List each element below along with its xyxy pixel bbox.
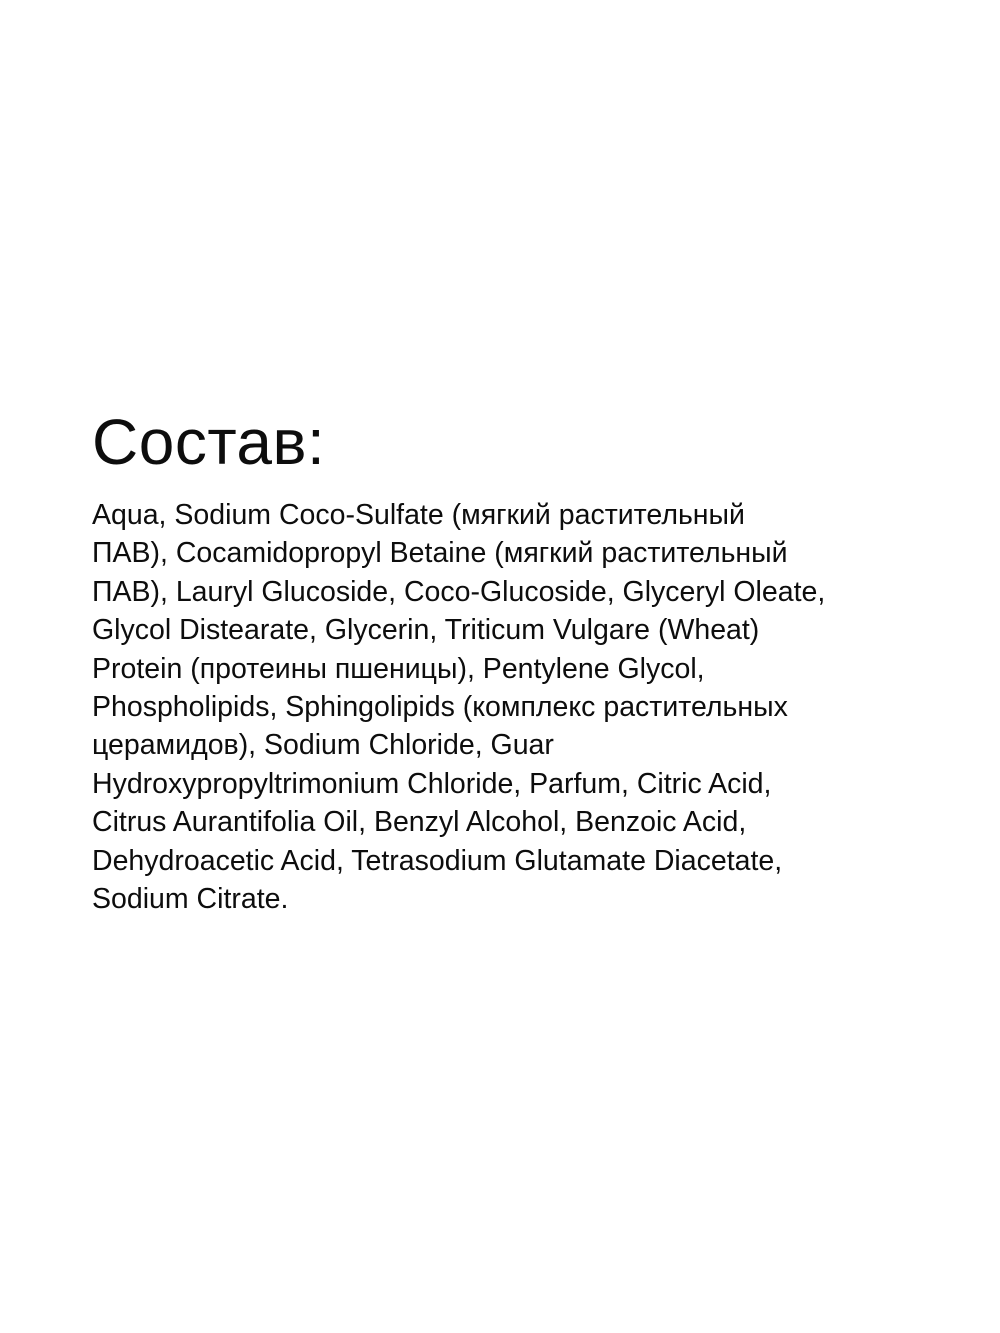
ingredients-list (92, 496, 922, 918)
ingredients-line: Protein (протеины пшеницы), Pentylene Glycol, (92, 652, 705, 685)
ingredients-line: Aqua, Sodium Coco-Sulfate (мягкий растительный (92, 499, 745, 531)
ingredients-line: ПАВ), Cocamidopropyl Betaine (мягкий растительный (92, 537, 788, 570)
ingredients-line: Glycol Distearate, Glycerin, Triticum Vulgare (Wheat) (92, 614, 760, 647)
ingredients-line: церамидов), Sodium Chloride, Guar (92, 729, 554, 762)
ingredients-line: Phospholipids, Sphingolipids (комплекс растительных (92, 691, 788, 724)
ingredients-line: Dehydroacetic Acid, Tetrasodium Glutamate Diacetate, (92, 844, 783, 877)
ingredients-line: Citrus Aurantifolia Oil, Benzyl Alcohol, Benzoic Acid, (92, 806, 747, 839)
page-title: Состав: (92, 406, 326, 478)
ingredients-line: Hydroxypropyltrimonium Chloride, Parfum, Citric Acid, (92, 767, 772, 800)
ingredients-line: ПАВ), Lauryl Glucoside, Coco-Glucoside, Glyceryl Oleate, (92, 575, 826, 608)
composition-section (92, 406, 922, 918)
ingredients-line: Sodium Citrate. (92, 883, 289, 916)
